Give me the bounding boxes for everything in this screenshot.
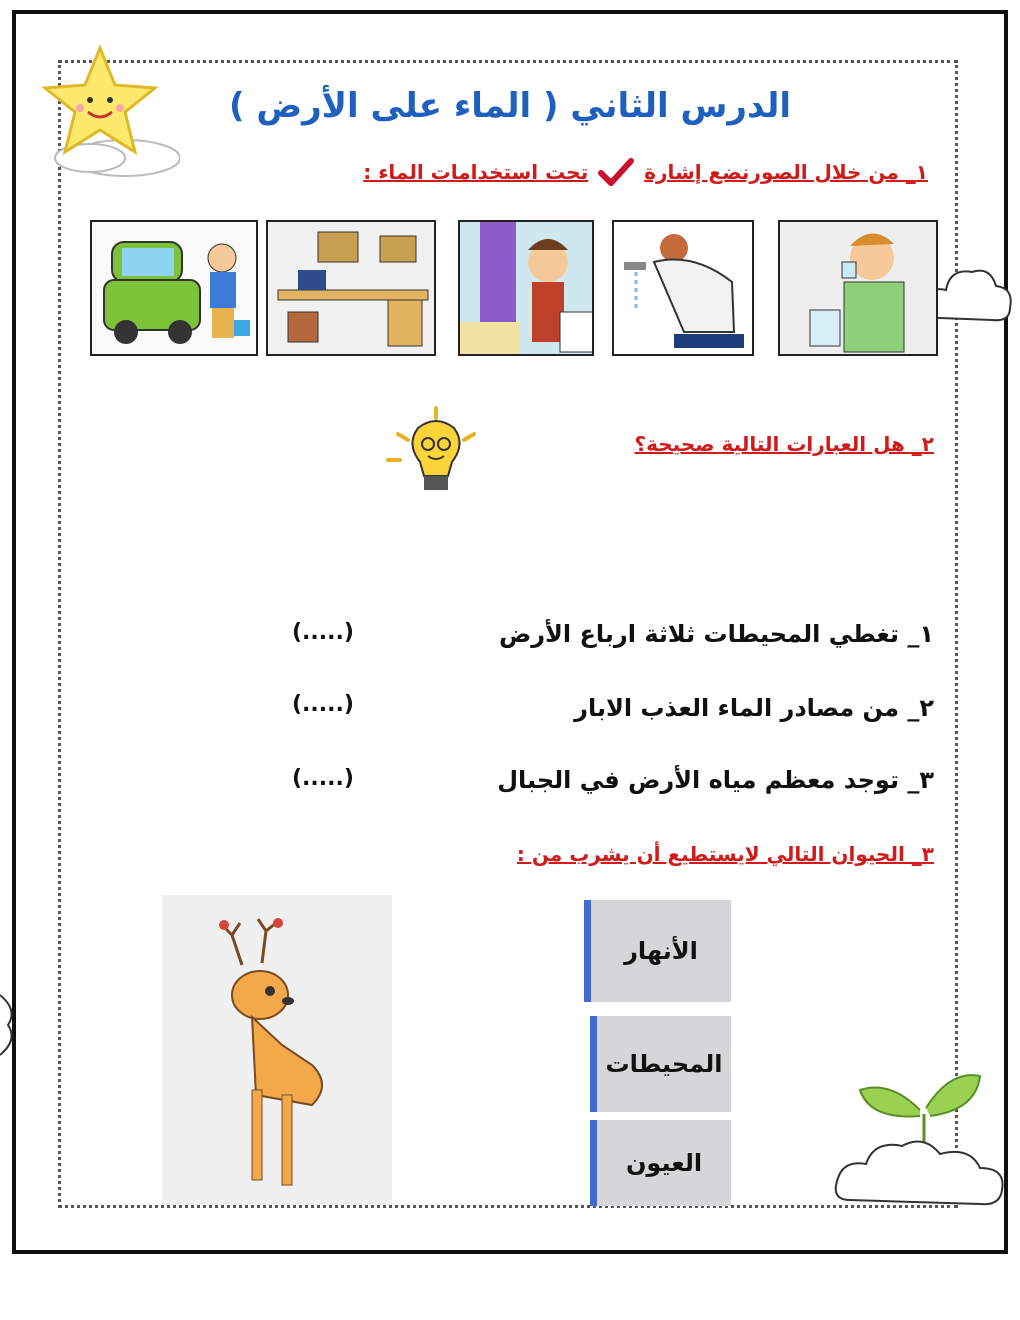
question-1-end: تحت استخدامات الماء : (363, 160, 589, 184)
answer-blank-3[interactable]: (.....) (292, 766, 354, 791)
cloud-left-edge-icon (0, 990, 20, 1060)
answer-blank-1[interactable]: (.....) (292, 620, 354, 645)
car-icon (92, 222, 258, 356)
child-drinking-water-image[interactable] (778, 220, 938, 356)
answer-blank-2[interactable]: (.....) (292, 692, 354, 717)
statement-3: ٣_ توجد معظم مياه الأرض في الجبال (497, 766, 934, 794)
man-washing-for-prayer-image[interactable] (612, 220, 754, 356)
man-washing-car-image[interactable] (90, 220, 258, 356)
checkmark-icon (598, 158, 634, 186)
question-1-label (363, 158, 928, 186)
option-rivers[interactable]: الأنهار (584, 900, 731, 1002)
deer-image (162, 895, 392, 1205)
option-springs[interactable]: العيون (590, 1120, 731, 1206)
ablution-icon (614, 222, 754, 356)
deer-icon (162, 895, 392, 1205)
office-desk-image[interactable] (266, 220, 436, 356)
desk-icon (268, 222, 436, 356)
statement-2: ٢_ من مصادر الماء العذب الابار (574, 694, 934, 722)
sprout-cloud-icon (830, 1050, 1014, 1218)
drinking-icon (780, 222, 938, 356)
question-1-start: ١_ من خلال الصورنضع إشارة (644, 160, 928, 184)
boy-brushing-teeth-image[interactable] (458, 220, 594, 356)
option-oceans[interactable]: المحيطات (590, 1016, 731, 1112)
sink-icon (460, 222, 594, 356)
lesson-title: الدرس الثاني ( الماء على الأرض ) (228, 86, 792, 126)
light-bulb-icon (378, 404, 494, 500)
question-2-label: ٢_ هل العبارات التالية صحيحة؟ (634, 432, 934, 456)
question-3-label: ٣_ الحيوان التالي لايستطيع أن يشرب من : (516, 842, 934, 866)
statement-1: ١_ تغطي المحيطات ثلاثة ارباع الأرض (498, 620, 934, 648)
